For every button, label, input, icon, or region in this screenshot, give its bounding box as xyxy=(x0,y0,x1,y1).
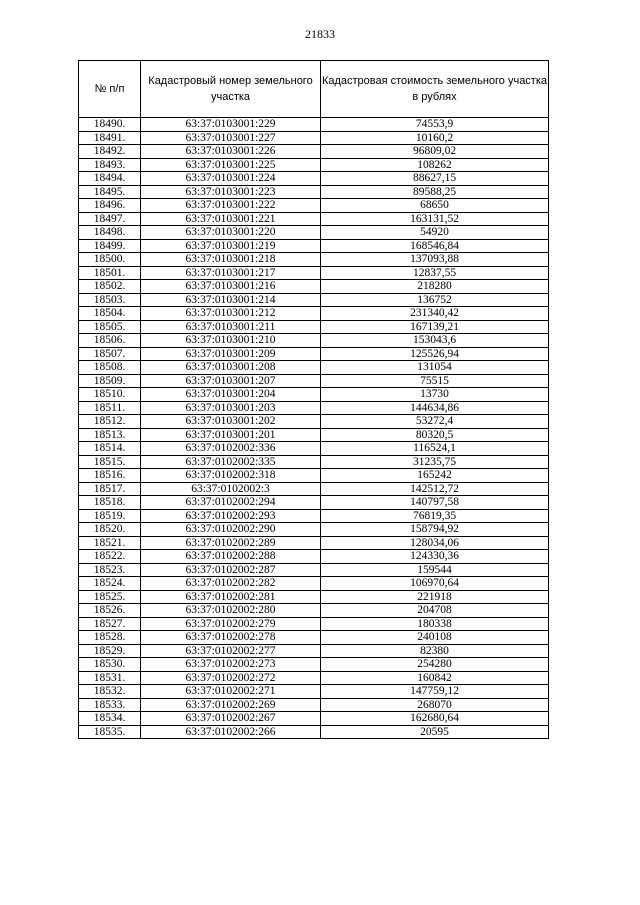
table-row xyxy=(79,590,549,604)
cell-cadastral-value: 140797,58 xyxy=(321,496,549,510)
cell-num: 18516. xyxy=(79,469,141,483)
cell-cadastral-number: 63:37:0102002:287 xyxy=(141,563,321,577)
cell-cadastral-value: 131054 xyxy=(321,361,549,375)
cell-cadastral-value: 12837,55 xyxy=(321,266,549,280)
table-header xyxy=(79,61,549,118)
cell-num: 18517. xyxy=(79,482,141,496)
header-cadastral-value: Кадастровая стоимость земельного участка в рублях xyxy=(321,61,549,118)
table-row xyxy=(79,172,549,186)
table-row xyxy=(79,388,549,402)
table-row xyxy=(79,145,549,159)
cell-cadastral-value: 180338 xyxy=(321,617,549,631)
cell-cadastral-value: 153043,6 xyxy=(321,334,549,348)
cell-cadastral-value: 167139,21 xyxy=(321,320,549,334)
cell-cadastral-number: 63:37:0102002:335 xyxy=(141,455,321,469)
cell-cadastral-value: 268070 xyxy=(321,698,549,712)
table-row xyxy=(79,118,549,132)
cell-cadastral-number: 63:37:0103001:220 xyxy=(141,226,321,240)
cell-cadastral-value: 204708 xyxy=(321,604,549,618)
cadastral-value-table xyxy=(78,60,549,739)
table-row xyxy=(79,658,549,672)
table-row xyxy=(79,644,549,658)
table-row xyxy=(79,374,549,388)
cell-num: 18533. xyxy=(79,698,141,712)
table-row xyxy=(79,266,549,280)
cell-num: 18507. xyxy=(79,347,141,361)
table-row xyxy=(79,185,549,199)
cell-cadastral-number: 63:37:0103001:221 xyxy=(141,212,321,226)
cell-cadastral-value: 231340,42 xyxy=(321,307,549,321)
cell-cadastral-value: 80320,5 xyxy=(321,428,549,442)
header-row xyxy=(79,61,549,118)
cell-num: 18523. xyxy=(79,563,141,577)
table-row xyxy=(79,563,549,577)
cell-num: 18502. xyxy=(79,280,141,294)
cell-cadastral-value: 147759,12 xyxy=(321,685,549,699)
table-row xyxy=(79,604,549,618)
cell-num: 18531. xyxy=(79,671,141,685)
table-row xyxy=(79,469,549,483)
table-row xyxy=(79,361,549,375)
cell-num: 18501. xyxy=(79,266,141,280)
cell-cadastral-number: 63:37:0103001:208 xyxy=(141,361,321,375)
cell-cadastral-number: 63:37:0102002:290 xyxy=(141,523,321,537)
cell-cadastral-number: 63:37:0102002:272 xyxy=(141,671,321,685)
table-row xyxy=(79,280,549,294)
cell-cadastral-number: 63:37:0102002:266 xyxy=(141,725,321,739)
cell-cadastral-value: 158794,92 xyxy=(321,523,549,537)
cell-cadastral-number: 63:37:0103001:214 xyxy=(141,293,321,307)
cell-cadastral-number: 63:37:0102002:336 xyxy=(141,442,321,456)
cell-num: 18500. xyxy=(79,253,141,267)
cell-cadastral-number: 63:37:0102002:269 xyxy=(141,698,321,712)
cell-num: 18525. xyxy=(79,590,141,604)
table-row xyxy=(79,442,549,456)
cell-cadastral-value: 88627,15 xyxy=(321,172,549,186)
table-row xyxy=(79,199,549,213)
cell-cadastral-number: 63:37:0103001:201 xyxy=(141,428,321,442)
cell-cadastral-number: 63:37:0103001:211 xyxy=(141,320,321,334)
cell-cadastral-number: 63:37:0103001:218 xyxy=(141,253,321,267)
cell-cadastral-number: 63:37:0103001:207 xyxy=(141,374,321,388)
cell-cadastral-value: 10160,2 xyxy=(321,131,549,145)
cell-cadastral-number: 63:37:0102002:271 xyxy=(141,685,321,699)
cell-cadastral-value: 125526,94 xyxy=(321,347,549,361)
cell-num: 18491. xyxy=(79,131,141,145)
cell-cadastral-value: 108262 xyxy=(321,158,549,172)
table-row xyxy=(79,550,549,564)
table-row xyxy=(79,428,549,442)
table-row xyxy=(79,496,549,510)
table-row xyxy=(79,577,549,591)
table-row xyxy=(79,482,549,496)
table-row xyxy=(79,239,549,253)
cell-cadastral-number: 63:37:0102002:288 xyxy=(141,550,321,564)
cell-num: 18535. xyxy=(79,725,141,739)
cell-cadastral-number: 63:37:0103001:229 xyxy=(141,118,321,132)
cell-cadastral-value: 128034,06 xyxy=(321,536,549,550)
cell-cadastral-value: 96809,02 xyxy=(321,145,549,159)
page-number: 21833 xyxy=(305,27,335,41)
table-row xyxy=(79,401,549,415)
cell-num: 18530. xyxy=(79,658,141,672)
cell-cadastral-number: 63:37:0102002:318 xyxy=(141,469,321,483)
cell-cadastral-value: 75515 xyxy=(321,374,549,388)
table-row xyxy=(79,523,549,537)
cell-cadastral-value: 54920 xyxy=(321,226,549,240)
header-cadastral-number: Кадастровый номер земельного участка xyxy=(141,61,321,118)
cell-num: 18494. xyxy=(79,172,141,186)
header-num: № п/п xyxy=(79,61,141,118)
cell-num: 18515. xyxy=(79,455,141,469)
cell-cadastral-value: 20595 xyxy=(321,725,549,739)
cell-cadastral-number: 63:37:0102002:280 xyxy=(141,604,321,618)
cell-num: 18513. xyxy=(79,428,141,442)
cell-cadastral-value: 162680,64 xyxy=(321,712,549,726)
table-row xyxy=(79,212,549,226)
cell-cadastral-number: 63:37:0102002:3 xyxy=(141,482,321,496)
cell-cadastral-number: 63:37:0102002:289 xyxy=(141,536,321,550)
cell-cadastral-value: 165242 xyxy=(321,469,549,483)
cell-cadastral-number: 63:37:0102002:279 xyxy=(141,617,321,631)
table-row xyxy=(79,685,549,699)
cell-num: 18528. xyxy=(79,631,141,645)
table-row xyxy=(79,631,549,645)
cell-cadastral-number: 63:37:0102002:282 xyxy=(141,577,321,591)
cell-cadastral-value: 218280 xyxy=(321,280,549,294)
cell-cadastral-value: 168546,84 xyxy=(321,239,549,253)
table-row xyxy=(79,334,549,348)
cell-cadastral-number: 63:37:0102002:278 xyxy=(141,631,321,645)
table-row xyxy=(79,253,549,267)
table-row xyxy=(79,725,549,739)
cell-num: 18496. xyxy=(79,199,141,213)
cell-cadastral-value: 144634,86 xyxy=(321,401,549,415)
cell-cadastral-number: 63:37:0103001:212 xyxy=(141,307,321,321)
cell-num: 18514. xyxy=(79,442,141,456)
cell-num: 18532. xyxy=(79,685,141,699)
cell-cadastral-number: 63:37:0103001:227 xyxy=(141,131,321,145)
table-row xyxy=(79,320,549,334)
cell-cadastral-value: 74553,9 xyxy=(321,118,549,132)
cell-num: 18498. xyxy=(79,226,141,240)
cell-cadastral-value: 82380 xyxy=(321,644,549,658)
cell-num: 18492. xyxy=(79,145,141,159)
cell-num: 18511. xyxy=(79,401,141,415)
cell-num: 18529. xyxy=(79,644,141,658)
cell-cadastral-value: 142512,72 xyxy=(321,482,549,496)
table-row xyxy=(79,226,549,240)
cell-cadastral-value: 137093,88 xyxy=(321,253,549,267)
cell-cadastral-number: 63:37:0103001:204 xyxy=(141,388,321,402)
cell-num: 18521. xyxy=(79,536,141,550)
cell-cadastral-value: 254280 xyxy=(321,658,549,672)
cell-num: 18527. xyxy=(79,617,141,631)
cell-cadastral-number: 63:37:0103001:209 xyxy=(141,347,321,361)
cell-cadastral-number: 63:37:0102002:267 xyxy=(141,712,321,726)
cell-cadastral-number: 63:37:0103001:219 xyxy=(141,239,321,253)
cell-cadastral-value: 53272,4 xyxy=(321,415,549,429)
cell-cadastral-number: 63:37:0103001:202 xyxy=(141,415,321,429)
cell-cadastral-value: 160842 xyxy=(321,671,549,685)
cell-cadastral-value: 163131,52 xyxy=(321,212,549,226)
cell-cadastral-value: 240108 xyxy=(321,631,549,645)
cell-cadastral-value: 124330,36 xyxy=(321,550,549,564)
cell-num: 18503. xyxy=(79,293,141,307)
cell-num: 18497. xyxy=(79,212,141,226)
cell-cadastral-number: 63:37:0103001:222 xyxy=(141,199,321,213)
cell-cadastral-value: 159544 xyxy=(321,563,549,577)
cell-cadastral-value: 106970,64 xyxy=(321,577,549,591)
cell-num: 18509. xyxy=(79,374,141,388)
table-row xyxy=(79,347,549,361)
table-row xyxy=(79,671,549,685)
table-row xyxy=(79,307,549,321)
cell-num: 18519. xyxy=(79,509,141,523)
cell-cadastral-number: 63:37:0103001:216 xyxy=(141,280,321,294)
table-row xyxy=(79,158,549,172)
cell-cadastral-number: 63:37:0103001:210 xyxy=(141,334,321,348)
cell-num: 18534. xyxy=(79,712,141,726)
cell-num: 18495. xyxy=(79,185,141,199)
cell-cadastral-number: 63:37:0103001:225 xyxy=(141,158,321,172)
table-row xyxy=(79,455,549,469)
cell-num: 18490. xyxy=(79,118,141,132)
cell-cadastral-number: 63:37:0103001:217 xyxy=(141,266,321,280)
cell-cadastral-value: 13730 xyxy=(321,388,549,402)
table-row xyxy=(79,698,549,712)
cell-cadastral-value: 136752 xyxy=(321,293,549,307)
cell-cadastral-number: 63:37:0102002:273 xyxy=(141,658,321,672)
table-row xyxy=(79,617,549,631)
cell-cadastral-number: 63:37:0102002:293 xyxy=(141,509,321,523)
cell-num: 18520. xyxy=(79,523,141,537)
table-row xyxy=(79,293,549,307)
table-row xyxy=(79,509,549,523)
cell-cadastral-number: 63:37:0103001:203 xyxy=(141,401,321,415)
table-row xyxy=(79,131,549,145)
table-row xyxy=(79,536,549,550)
cell-num: 18508. xyxy=(79,361,141,375)
cell-cadastral-number: 63:37:0103001:223 xyxy=(141,185,321,199)
cell-cadastral-value: 76819,35 xyxy=(321,509,549,523)
cell-num: 18505. xyxy=(79,320,141,334)
cell-cadastral-number: 63:37:0102002:281 xyxy=(141,590,321,604)
cell-cadastral-number: 63:37:0103001:226 xyxy=(141,145,321,159)
cell-num: 18522. xyxy=(79,550,141,564)
cell-cadastral-number: 63:37:0102002:277 xyxy=(141,644,321,658)
table-row xyxy=(79,712,549,726)
cell-num: 18510. xyxy=(79,388,141,402)
cell-cadastral-value: 221918 xyxy=(321,590,549,604)
cell-num: 18506. xyxy=(79,334,141,348)
cell-num: 18504. xyxy=(79,307,141,321)
cell-num: 18524. xyxy=(79,577,141,591)
cell-cadastral-value: 68650 xyxy=(321,199,549,213)
cell-cadastral-value: 89588,25 xyxy=(321,185,549,199)
cell-num: 18526. xyxy=(79,604,141,618)
cell-cadastral-value: 31235,75 xyxy=(321,455,549,469)
cell-cadastral-number: 63:37:0102002:294 xyxy=(141,496,321,510)
cell-num: 18493. xyxy=(79,158,141,172)
table-body xyxy=(79,118,549,739)
cell-cadastral-value: 116524,1 xyxy=(321,442,549,456)
table-row xyxy=(79,415,549,429)
cell-num: 18518. xyxy=(79,496,141,510)
cell-num: 18512. xyxy=(79,415,141,429)
cell-num: 18499. xyxy=(79,239,141,253)
cell-cadastral-number: 63:37:0103001:224 xyxy=(141,172,321,186)
